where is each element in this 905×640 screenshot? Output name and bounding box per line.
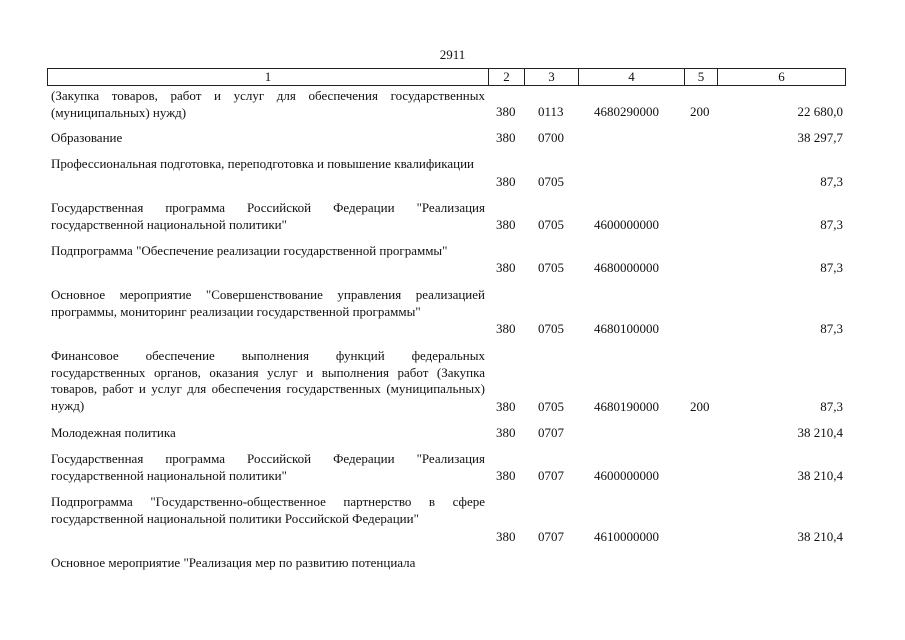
row-col-6: 38 210,4 bbox=[797, 468, 843, 483]
row-col-3: 0707 bbox=[538, 468, 564, 483]
table-header bbox=[47, 68, 846, 86]
row-col-2: 380 bbox=[496, 321, 516, 336]
row-col-6: 87,3 bbox=[820, 260, 843, 275]
row-col-4: 4600000000 bbox=[594, 468, 659, 483]
row-col-4: 4680000000 bbox=[594, 260, 659, 275]
row-col-6: 38 210,4 bbox=[797, 425, 843, 440]
row-col-4: 4610000000 bbox=[594, 529, 659, 544]
row-col-2: 380 bbox=[496, 468, 516, 483]
row-col-3: 0705 bbox=[538, 174, 564, 189]
row-col-6: 87,3 bbox=[820, 217, 843, 232]
row-description: Основное мероприятие "Совершенствование управления реализацией программы, мониторинг реализации государственной программы" bbox=[51, 287, 485, 319]
row-description: Государственная программа Российской Федерации "Реализация государственной национальной политики" bbox=[51, 200, 485, 232]
row-col-2: 380 bbox=[496, 260, 516, 275]
row-col-5: 200 bbox=[690, 104, 710, 119]
row-col-6: 22 680,0 bbox=[797, 104, 843, 119]
row-col-2: 380 bbox=[496, 425, 516, 440]
row-col-2: 380 bbox=[496, 217, 516, 232]
row-description: (Закупка товаров, работ и услуг для обеспечения государственных (муниципальных) нужд) bbox=[51, 88, 485, 120]
row-col-2: 380 bbox=[496, 399, 516, 414]
row-col-4: 4680100000 bbox=[594, 321, 659, 336]
row-col-4: 4680290000 bbox=[594, 104, 659, 119]
header-col-1: 1 bbox=[48, 69, 489, 85]
row-description: Молодежная политика bbox=[51, 425, 176, 440]
page-number: 2911 bbox=[439, 47, 466, 62]
header-col-2: 2 bbox=[489, 69, 525, 85]
row-col-3: 0707 bbox=[538, 529, 564, 544]
row-col-2: 380 bbox=[496, 174, 516, 189]
row-col-3: 0705 bbox=[538, 217, 564, 232]
row-description: Образование bbox=[51, 130, 123, 145]
row-col-4: 4680190000 bbox=[594, 399, 659, 414]
row-description: Государственная программа Российской Федерации "Реализация государственной национальной политики" bbox=[51, 451, 485, 483]
row-description: Основное мероприятие "Реализация мер по развитию потенциала bbox=[51, 555, 416, 570]
row-col-4: 4600000000 bbox=[594, 217, 659, 232]
row-col-2: 380 bbox=[496, 104, 516, 119]
row-col-6: 38 210,4 bbox=[797, 529, 843, 544]
header-col-5: 5 bbox=[685, 69, 718, 85]
row-col-3: 0707 bbox=[538, 425, 564, 440]
row-description: Профессиональная подготовка, переподготовка и повышение квалификации bbox=[51, 156, 475, 171]
row-description: Финансовое обеспечение выполнения функций федеральных государственных органов, оказания услуг и выполнения работ (Закупка товаров, работ и услуг для обеспечения государственных (муниципальных) нужд) bbox=[51, 348, 485, 413]
row-col-6: 38 297,7 bbox=[797, 130, 843, 145]
row-col-2: 380 bbox=[496, 529, 516, 544]
header-col-3: 3 bbox=[525, 69, 579, 85]
row-col-3: 0113 bbox=[538, 104, 564, 119]
row-col-2: 380 bbox=[496, 130, 516, 145]
row-col-3: 0705 bbox=[538, 321, 564, 336]
row-col-6: 87,3 bbox=[820, 174, 843, 189]
row-description: Подпрограмма "Обеспечение реализации государственной программы" bbox=[51, 243, 448, 258]
row-col-3: 0705 bbox=[538, 399, 564, 414]
header-col-4: 4 bbox=[579, 69, 685, 85]
row-description: Подпрограмма "Государственно-общественное партнерство в сфере государственной национальной политики Российской Федерации" bbox=[51, 494, 485, 526]
row-col-3: 0705 bbox=[538, 260, 564, 275]
row-col-5: 200 bbox=[690, 399, 710, 414]
header-col-6: 6 bbox=[778, 69, 785, 84]
row-col-3: 0700 bbox=[538, 130, 564, 145]
row-col-6: 87,3 bbox=[820, 321, 843, 336]
row-col-6: 87,3 bbox=[820, 399, 843, 414]
